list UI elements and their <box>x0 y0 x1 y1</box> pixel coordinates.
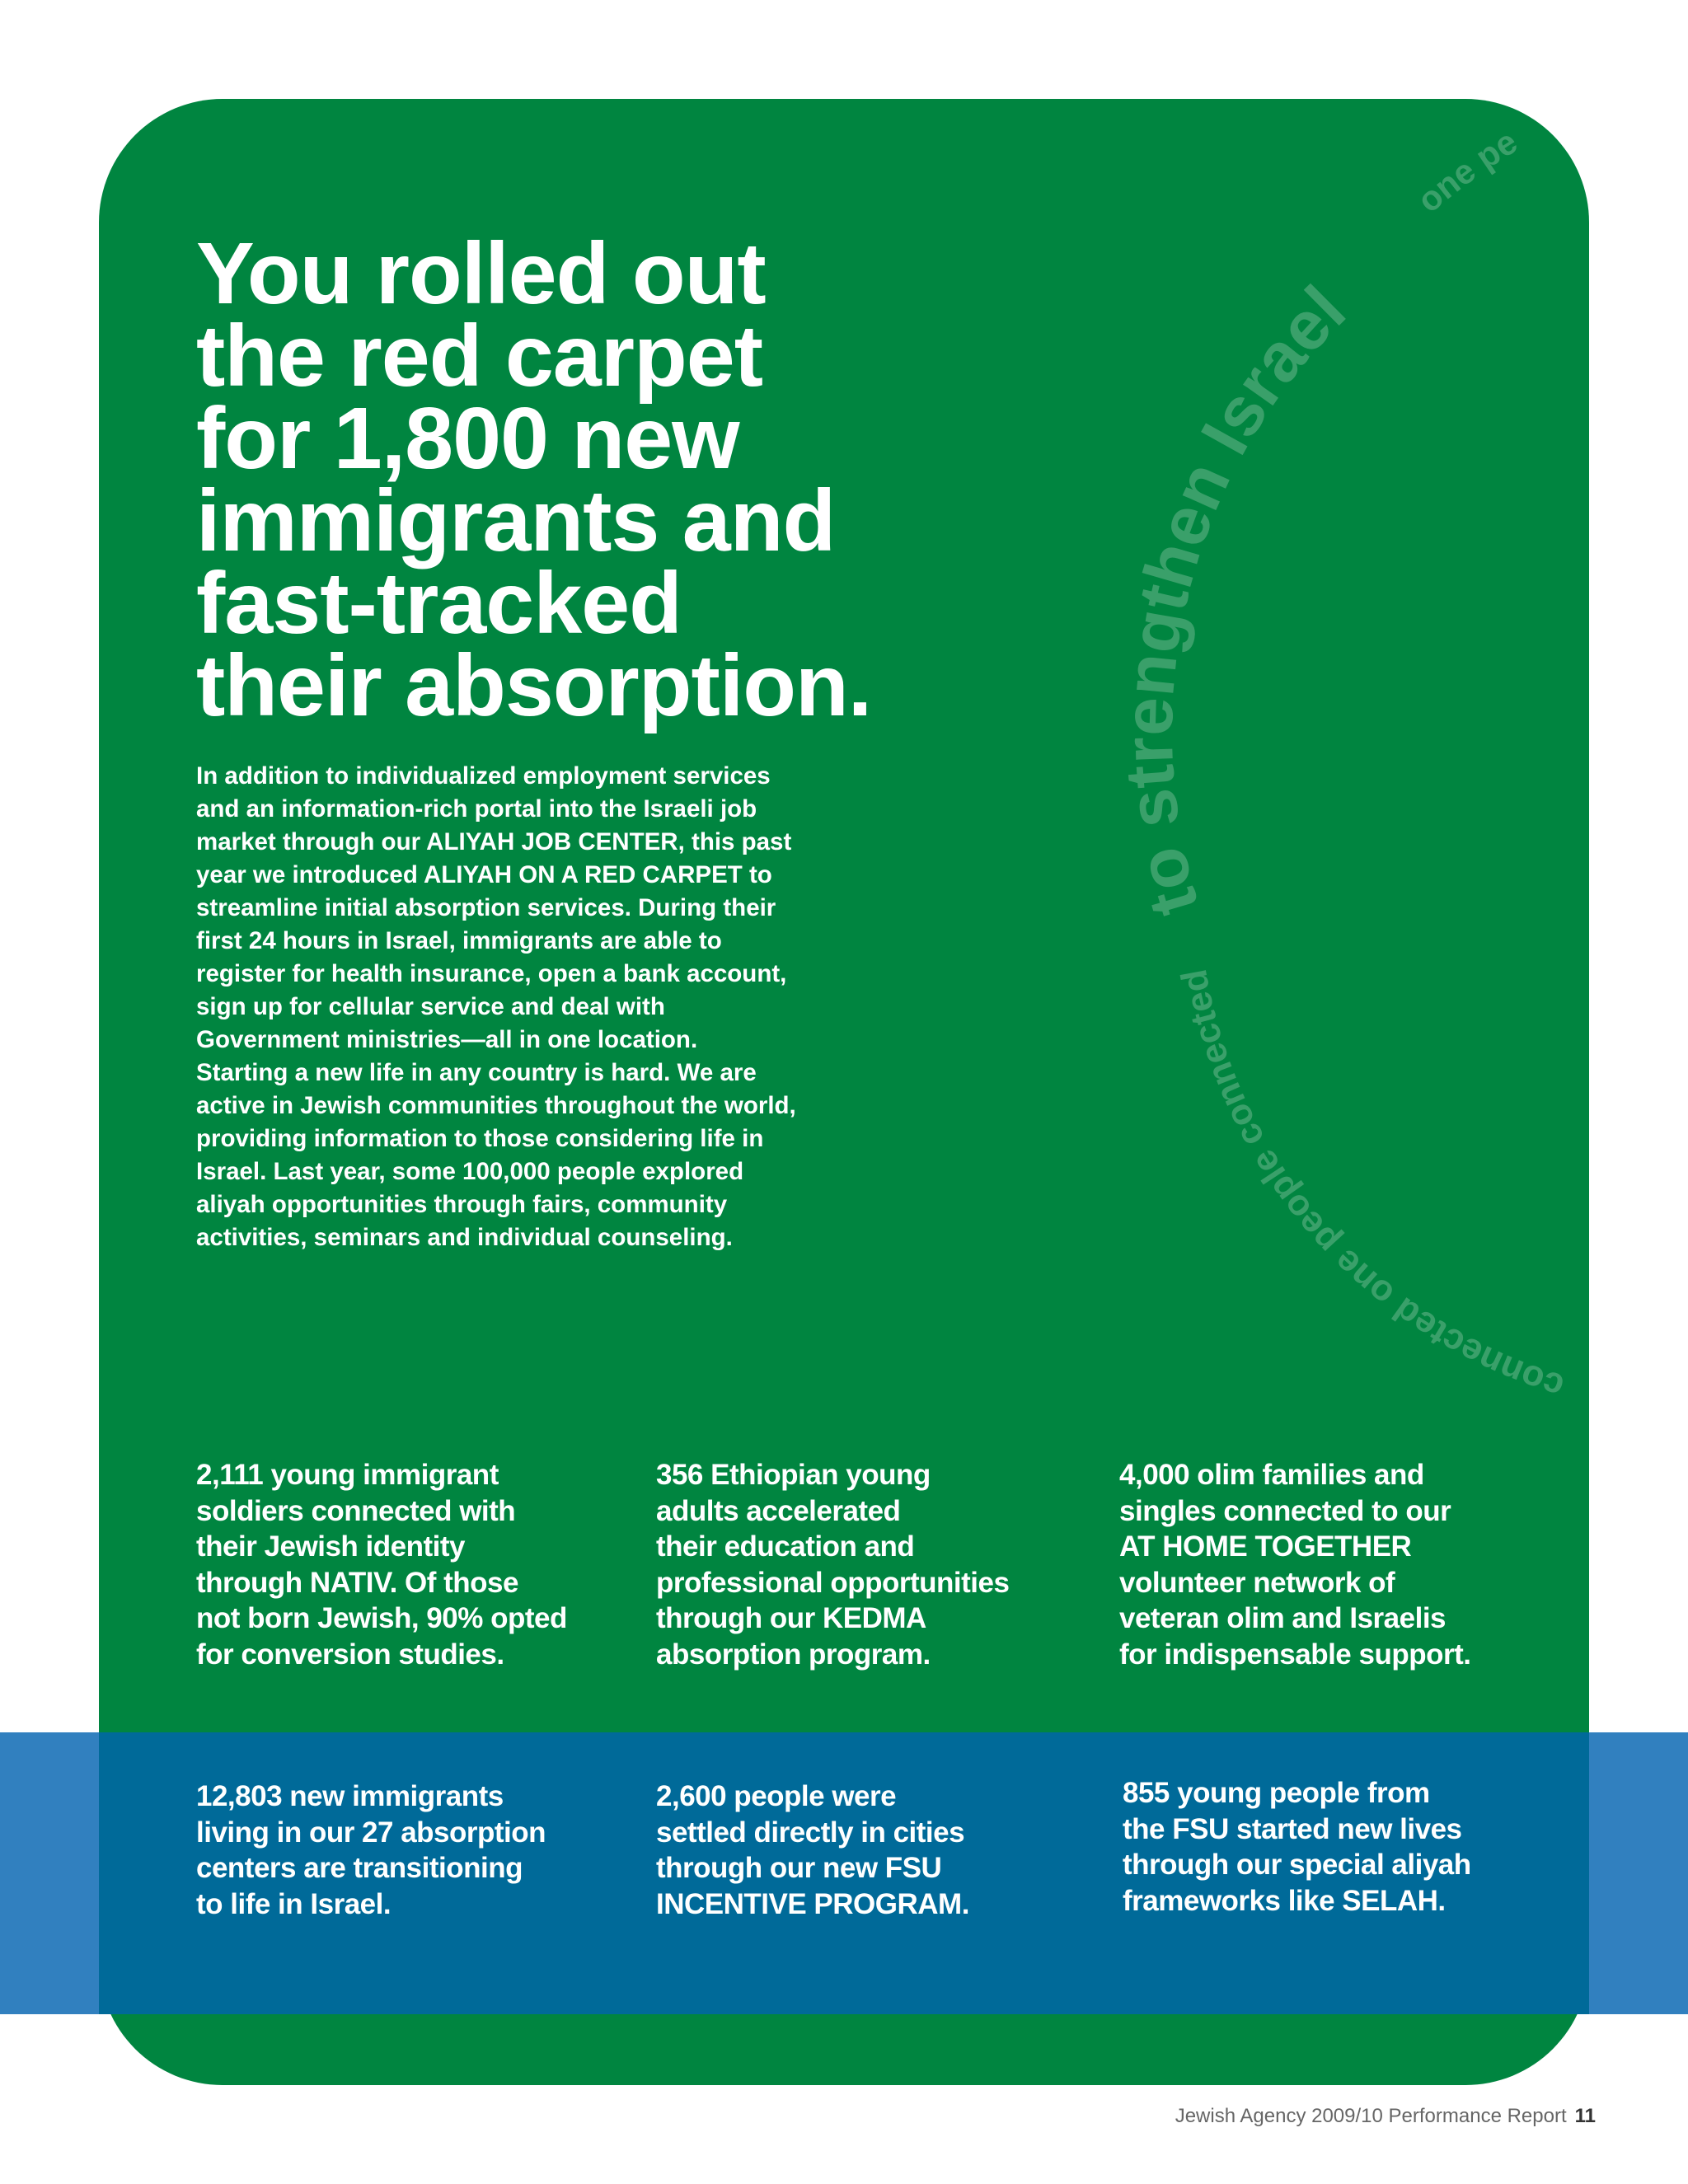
stat-line: soldiers connected with <box>196 1494 516 1527</box>
stat-line: 2,111 young immigrant <box>196 1459 499 1491</box>
stat-line: for conversion studies. <box>196 1638 504 1671</box>
headline-line: fast-tracked <box>196 555 682 652</box>
stat-line: 2,600 people were <box>656 1780 897 1812</box>
headline-line: their absorption. <box>196 637 872 734</box>
intro-line: providing information to those considering life in <box>196 1125 764 1152</box>
stat-line: through NATIV. Of those <box>196 1566 518 1599</box>
stat-line: singles connected to our <box>1119 1494 1451 1527</box>
stat-line: centers are transitioning <box>196 1852 523 1884</box>
intro-line: year we introduced ALIYAH ON A RED CARPET to <box>196 861 772 888</box>
stat-line: absorption program. <box>656 1638 931 1671</box>
intro-line: aliyah opportunities through fairs, community <box>196 1191 728 1218</box>
stat-line: frameworks like SELAH. <box>1123 1884 1446 1917</box>
headline-line: for 1,800 new <box>196 390 739 487</box>
stat-line: through our KEDMA <box>656 1602 926 1634</box>
intro-line: In addition to individualized employment services <box>196 762 771 790</box>
stat-line: settled directly in cities <box>656 1816 965 1849</box>
stat-line: AT HOME TOGETHER <box>1119 1530 1412 1563</box>
stat-nativ-soldiers <box>196 1457 567 1672</box>
stat-selah <box>1123 1775 1471 1919</box>
arc-large-text: to strengthen Israel <box>1109 270 1360 925</box>
report-title: Jewish Agency 2009/10 Performance Report <box>1175 2105 1567 2127</box>
intro-line: sign up for cellular service and deal with <box>196 993 665 1020</box>
stat-line: professional opportunities <box>656 1566 1010 1599</box>
page-headline <box>196 225 938 734</box>
intro-line: Starting a new life in any country is hard. We are <box>196 1059 757 1086</box>
stat-line: to life in Israel. <box>196 1887 392 1920</box>
stat-line: volunteer network of <box>1119 1566 1395 1599</box>
intro-line: activities, seminars and individual counseling. <box>196 1224 733 1251</box>
stat-line: 4,000 olim families and <box>1119 1459 1424 1491</box>
intro-line: first 24 hours in Israel, immigrants are able to <box>196 927 722 954</box>
stat-line: adults accelerated <box>656 1494 901 1527</box>
intro-line: Government ministries—all in one location. <box>196 1026 698 1053</box>
stat-absorption-centers <box>196 1779 546 1922</box>
stat-line: 855 young people from <box>1123 1777 1430 1809</box>
stat-line: 356 Ethiopian young <box>656 1459 931 1491</box>
headline-line: the red carpet <box>196 307 763 405</box>
intro-line: register for health insurance, open a bank account, <box>196 960 787 987</box>
stat-line: the FSU started new lives <box>1123 1812 1462 1845</box>
stat-line: their Jewish identity <box>196 1530 465 1563</box>
intro-line: market through our ALIYAH JOB CENTER, this past <box>196 828 792 855</box>
stat-line: for indispensable support. <box>1119 1638 1471 1671</box>
stat-kedma-ethiopian <box>656 1457 1009 1672</box>
headline-line: immigrants and <box>196 472 836 569</box>
stat-fsu-incentive <box>656 1779 969 1922</box>
stat-line: their education and <box>656 1530 915 1563</box>
arc-top-text: one pe <box>1409 121 1524 220</box>
page-footer <box>1175 2105 1596 2128</box>
headline-line: You rolled out <box>196 225 766 322</box>
stat-line: 12,803 new immigrants <box>196 1780 504 1812</box>
intro-line: streamline initial absorption services. During their <box>196 894 776 921</box>
stat-at-home-together <box>1119 1457 1470 1672</box>
arc-small-text: connected one people connected <box>1173 966 1569 1408</box>
intro-paragraph <box>196 760 856 1254</box>
stat-line: through our special aliyah <box>1123 1849 1471 1881</box>
intro-line: and an information-rich portal into the Israeli job <box>196 795 757 823</box>
stat-line: INCENTIVE PROGRAM. <box>656 1887 969 1920</box>
stat-line: living in our 27 absorption <box>196 1816 546 1849</box>
stat-line: not born Jewish, 90% opted <box>196 1602 567 1634</box>
page-number: 11 <box>1574 2105 1596 2127</box>
stat-line: veteran olim and Israelis <box>1119 1602 1447 1634</box>
stat-line: through our new FSU <box>656 1852 942 1884</box>
intro-line: active in Jewish communities throughout the world, <box>196 1092 796 1119</box>
intro-line: Israel. Last year, some 100,000 people explored <box>196 1158 744 1185</box>
